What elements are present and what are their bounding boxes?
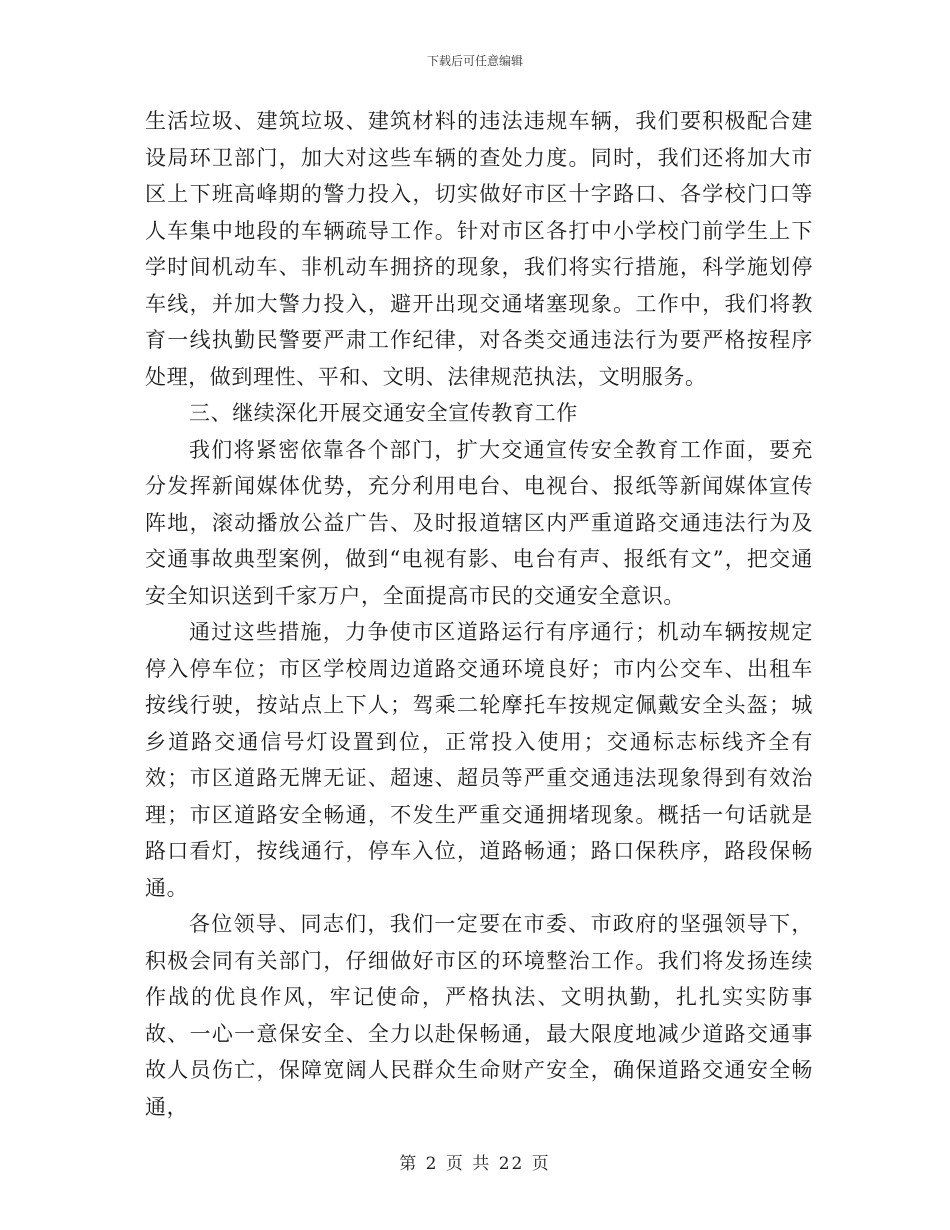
body-paragraph-4: 各位领导、同志们，我们一定要在市委、市政府的坚强领导下，积极会同有关部门，仔细做好市区的环境整治工作。我们将发扬连续作战的优良作风，牢记使命，严格执法、文明执勤，扎扎实实防事故、一心一意保安全、全力以赴保畅通，最大限度地减少道路交通事故人员伤亡，保障宽阔人民群众生命财产安全，确保道路交通安全畅通， xyxy=(145,912,813,1119)
document-body xyxy=(145,103,813,1125)
page-number: 第 2 页 共 22 页 xyxy=(399,1154,551,1174)
body-paragraph-1: 生活垃圾、建筑垃圾、建筑材料的违法违规车辆，我们要积极配合建设局环卫部门，加大对这些车辆的查处力度。同时，我们还将加大市区上下班高峰期的警力投入，切实做好市区十字路口、各学校门口等人车集中地段的车辆疏导工作。针对市区各打中小学校门前学生上下学时间机动车、非机动车拥挤的现象，我们将实行措施，科学施划停车线，并加大警力投入，避开出现交通堵塞现象。工作中，我们将教育一线执勤民警要严肃工作纪律，对各类交通违法行为要严格按程序处理，做到理性、平和、文明、法律规范执法，文明服务。 xyxy=(145,109,813,389)
body-paragraph-2: 我们将紧密依靠各个部门，扩大交通宣传安全教育工作面，要充分发挥新闻媒体优势，充分利用电台、电视台、报纸等新闻媒体宣传阵地，滚动播放公益广告、及时报道辖区内严重道路交通违法行为及交通事故典型案例，做到“电视有影、电台有声、报纸有文”，把交通安全知识送到千家万户，全面提高市民的交通安全意识。 xyxy=(145,437,813,608)
body-paragraph-3: 通过这些措施，力争使市区道路运行有序通行；机动车辆按规定停入停车位；市区学校周边道路交通环境良好；市内公交车、出租车按线行驶，按站点上下人；驾乘二轮摩托车按规定佩戴安全头盔；城乡道路交通信号灯设置到位，正常投入使用；交通标志标线齐全有效；市区道路无牌无证、超速、超员等严重交通违法现象得到有效治理；市区道路安全畅通，不发生严重交通拥堵现象。概括一句话就是路口看灯，按线通行，停车入位，道路畅通；路口保秩序，路段保畅通。 xyxy=(145,620,813,900)
page-header-note: 下载后可任意编辑 xyxy=(426,54,523,68)
section-heading-3: 三、继续深化开展交通安全宣传教育工作 xyxy=(189,401,578,425)
